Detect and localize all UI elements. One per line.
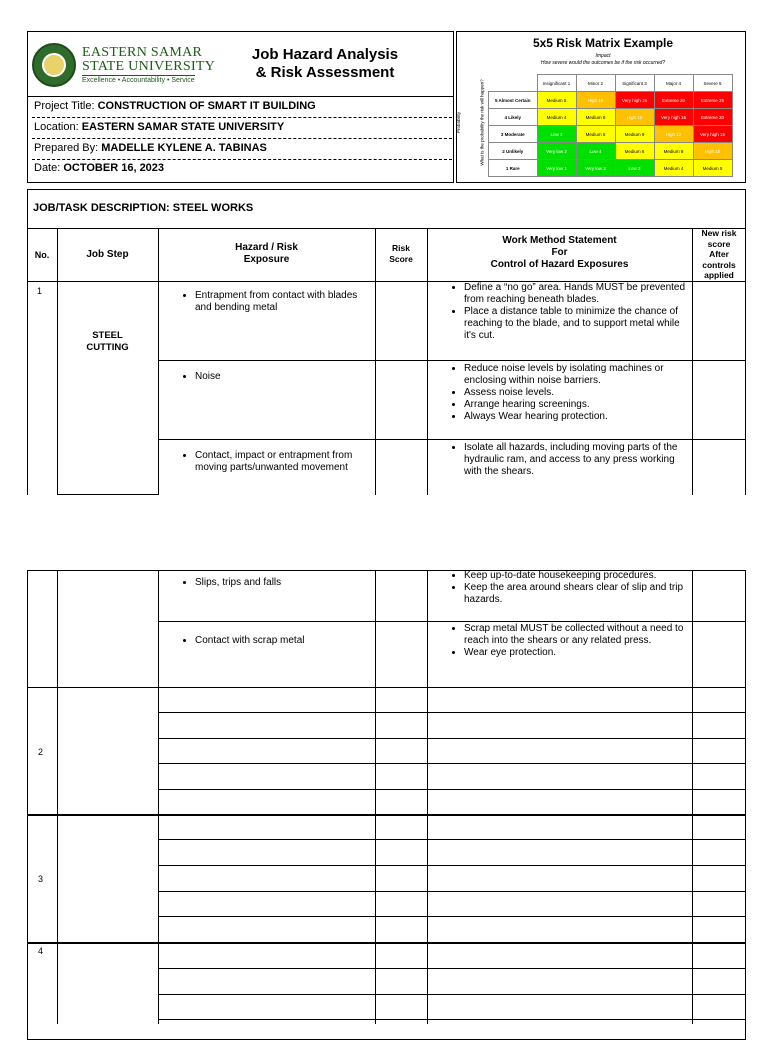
hazard-text: • Noise (195, 371, 368, 383)
risk-matrix-row (489, 160, 733, 177)
risk-matrix-cell: Extreme 20 (693, 109, 732, 126)
risk-matrix-table (488, 74, 733, 177)
row-divider (158, 789, 746, 790)
risk-matrix-impact-label: Impact (595, 53, 611, 59)
risk-matrix-cell: Low 4 (576, 143, 615, 160)
risk-matrix-header-row (489, 75, 733, 92)
risk-matrix-cell: Very low 2 (576, 160, 615, 177)
hazard-cell (178, 635, 368, 647)
col-header-new-line3: After (709, 249, 729, 259)
risk-matrix-cell: Medium 8 (576, 109, 615, 126)
university-motto: Excellence • Accountability • Service (82, 77, 195, 84)
section-divider (27, 814, 746, 816)
row-divider (158, 439, 746, 440)
risk-matrix-cell: Very low 1 (537, 160, 576, 177)
hazard-text: • Slips, trips and falls (195, 577, 368, 589)
date-label: Date: (34, 162, 64, 174)
university-name-line2: STATE UNIVERSITY (82, 59, 216, 74)
work-method-item: • Define a “no go” area. Hands MUST be prevented from reaching beneath blades. (464, 282, 690, 306)
col-header-risk-line2: Score (389, 254, 413, 264)
col-header-risk-score (375, 243, 427, 265)
col-header-new-line4: controls (702, 259, 736, 270)
risk-matrix-cell: High 10 (576, 92, 615, 109)
risk-matrix-probability-question: What is the probability the risk will happen? (479, 79, 485, 166)
task-desc-divider (27, 228, 746, 229)
location-row (32, 117, 452, 137)
row-divider (158, 994, 746, 995)
work-method-cell (447, 363, 690, 423)
col-header-risk-line1: Risk (392, 243, 410, 253)
section-divider (27, 687, 746, 688)
row-divider (158, 891, 746, 892)
risk-matrix-row-label: 2 Unlikely (489, 143, 538, 160)
risk-matrix-cell: Medium 6 (615, 143, 654, 160)
col-header-no: No. (34, 250, 50, 260)
risk-matrix-cell: Medium 9 (615, 126, 654, 143)
risk-matrix-row-label: 4 Likely (489, 109, 538, 126)
risk-matrix-row-label: 3 Moderate (489, 126, 538, 143)
hazard-cell (178, 577, 368, 589)
row-divider (158, 738, 746, 739)
job-step-line1: STEEL (92, 330, 123, 341)
col-header-hazard-line2: Exposure (243, 254, 290, 265)
col-divider (375, 570, 376, 1024)
document-title (206, 46, 444, 82)
col-header-job-step: Job Step (86, 249, 129, 260)
work-method-cell (447, 623, 690, 659)
risk-matrix-cell: Very high 15 (693, 126, 732, 143)
risk-matrix-row (489, 109, 733, 126)
risk-matrix-row (489, 143, 733, 160)
prepared-by-row (32, 138, 452, 158)
work-method-item: • Scrap metal MUST be collected without a need to reach into the shears or any related press. (464, 623, 690, 647)
risk-matrix-cell: Low 3 (537, 126, 576, 143)
risk-matrix-row-label: 1 Rare (489, 160, 538, 177)
project-title-row (32, 96, 452, 116)
hazard-cell (178, 290, 368, 314)
hazard-text: • Contact with scrap metal (195, 635, 368, 647)
risk-matrix-cell: Medium 4 (537, 109, 576, 126)
col-header-new-line5: applied (704, 270, 734, 280)
risk-matrix-cell: Very low 2 (537, 143, 576, 160)
job-step-line2: CUTTING (86, 342, 129, 353)
risk-matrix-cell: Low 3 (615, 160, 654, 177)
work-method-item: • Always Wear hearing protection. (464, 411, 690, 423)
work-method-item: • Wear eye protection. (464, 647, 690, 659)
row-number: 2 (38, 747, 44, 757)
risk-matrix-row (489, 92, 733, 109)
row-divider (158, 865, 746, 866)
col-header-hazard-line1: Hazard / Risk (235, 242, 298, 253)
work-method-cell (447, 442, 690, 478)
document-title-line2: & Risk Assessment (255, 64, 395, 81)
row-divider (158, 839, 746, 840)
task-description: JOB/TASK DESCRIPTION: STEEL WORKS (33, 202, 254, 214)
col-header-hazard (158, 242, 375, 266)
risk-matrix-cell: High 12 (615, 109, 654, 126)
university-name-line1: EASTERN SAMAR (82, 45, 203, 60)
hazard-cell (178, 450, 373, 474)
row-divider (158, 712, 746, 713)
risk-matrix-cell: High 12 (654, 126, 693, 143)
work-method-cell (447, 570, 690, 606)
risk-matrix-row-label: 5 Almost Certain (489, 92, 538, 109)
work-method-item: • Assess noise levels. (464, 387, 690, 399)
col-header-wms-line2: For (551, 247, 568, 258)
row-divider (158, 763, 746, 764)
work-method-item: • Arrange hearing screenings. (464, 399, 690, 411)
risk-matrix-cell: Very high 16 (654, 109, 693, 126)
document-title-line1: Job Hazard Analysis (251, 46, 399, 63)
risk-matrix-cell: Extreme 20 (654, 92, 693, 109)
col-header-wms-line1: Work Method Statement (502, 235, 617, 246)
col-header-wms-line3: Control of Hazard Exposures (490, 259, 629, 270)
work-method-item: • Keep up-to-date housekeeping procedures. (464, 570, 690, 582)
col-divider (57, 228, 58, 495)
risk-matrix-cell: Medium 8 (654, 143, 693, 160)
risk-matrix-probability-label: Probability (456, 111, 462, 134)
row-number: 4 (38, 946, 44, 956)
col-header-work-method (427, 235, 692, 271)
col-header-new-line2: score (707, 238, 731, 249)
risk-matrix-col-header: Severe 5 (693, 75, 732, 92)
job-step-steel-cutting (57, 330, 158, 354)
row-number: 3 (38, 874, 44, 884)
location-label: Location: (34, 121, 82, 133)
work-method-cell (447, 282, 690, 342)
work-method-item: • Isolate all hazards, including moving parts of the hydraulic ram, and access to any press working with the shears. (464, 442, 690, 478)
col-divider (57, 570, 58, 1024)
risk-matrix-row (489, 126, 733, 143)
risk-matrix-col-header: Minor 2 (576, 75, 615, 92)
col-divider (158, 570, 159, 1024)
row-divider (158, 360, 746, 361)
row-divider (158, 968, 746, 969)
risk-matrix-cell: High 10 (693, 143, 732, 160)
university-seal-logo (32, 43, 76, 87)
row-divider (158, 916, 746, 917)
work-method-item: • Reduce noise levels by isolating machines or enclosing within noise barriers. (464, 363, 690, 387)
risk-matrix-cell: Medium 4 (654, 160, 693, 177)
prepared-by-value: MADELLE KYLENE A. TABINAS (101, 142, 267, 154)
project-title-value: CONSTRUCTION OF SMART IT BUILDING (97, 100, 316, 112)
risk-matrix-col-header: Major 4 (654, 75, 693, 92)
risk-matrix-cell: Very high 15 (615, 92, 654, 109)
risk-matrix-cell: Medium 5 (537, 92, 576, 109)
prepared-by-label: Prepared By: (34, 142, 102, 154)
risk-matrix-cell: Medium 5 (693, 160, 732, 177)
risk-matrix-title: 5x5 Risk Matrix Example (532, 36, 674, 50)
col-divider (158, 228, 159, 495)
risk-matrix-cell: Medium 6 (576, 126, 615, 143)
risk-matrix-col-header: Significant 3 (615, 75, 654, 92)
col-divider (427, 570, 428, 1024)
risk-matrix-col-header: Insignificant 1 (537, 75, 576, 92)
location-value: EASTERN SAMAR STATE UNIVERSITY (81, 121, 285, 133)
work-method-item: • Place a distance table to minimize the chance of reaching to the blade, and to support metal while it's cut. (464, 306, 690, 342)
hazard-text: • Entrapment from contact with blades and bending metal (195, 290, 368, 314)
hazard-cell (178, 371, 368, 383)
project-title-label: Project Title: (34, 100, 98, 112)
col-divider (692, 570, 693, 1024)
table-bottom-border (57, 494, 159, 495)
work-method-item: • Keep the area around shears clear of slip and trip hazards. (464, 582, 690, 606)
row-divider (158, 1019, 746, 1020)
col-header-new-risk (692, 228, 746, 281)
risk-matrix-impact-question: How severe would the outcomes be if the risk occurred? (540, 60, 666, 66)
risk-matrix-cell: Extreme 25 (693, 92, 732, 109)
row-number: 1 (37, 286, 43, 296)
date-value: OCTOBER 16, 2023 (63, 162, 165, 174)
university-name (82, 46, 215, 74)
hazard-text: • Contact, impact or entrapment from moving parts/unwanted movement (195, 450, 373, 474)
date-row (32, 158, 452, 178)
col-header-new-line1: New risk (701, 228, 737, 238)
section-divider (27, 942, 746, 944)
row-divider (158, 621, 746, 622)
col-divider (375, 228, 376, 495)
